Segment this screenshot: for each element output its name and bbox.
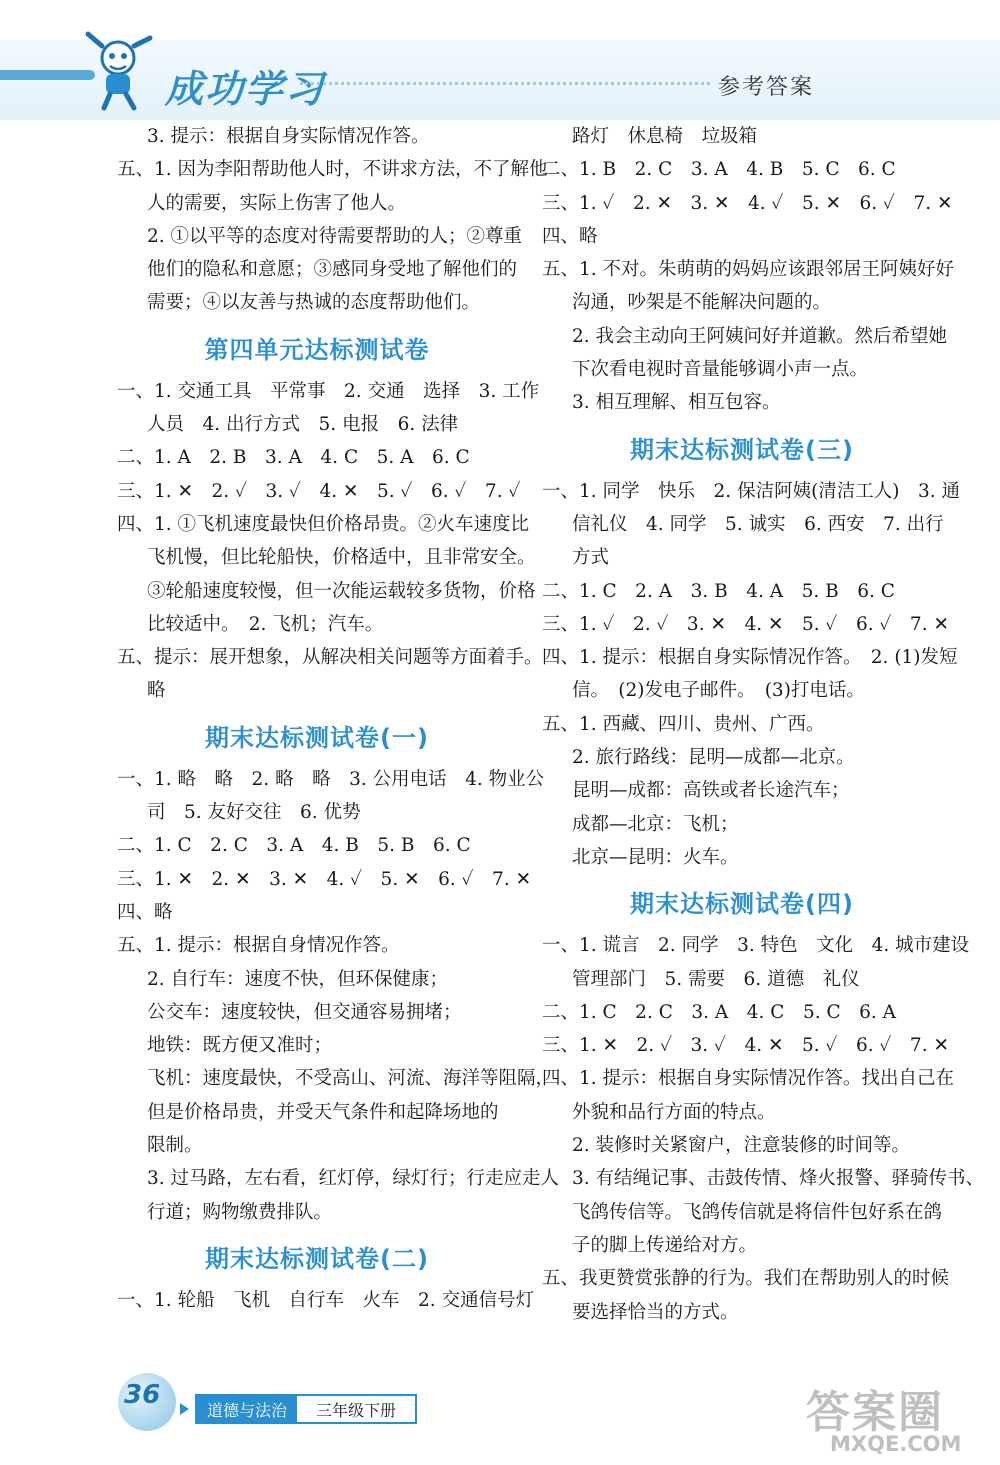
answer-line: 略 xyxy=(147,680,166,702)
section-title: 期末达标测试卷(一) xyxy=(205,723,429,752)
answer-line: 四、略 xyxy=(117,901,173,923)
answer-line: 五、1. 不对。朱萌萌的妈妈应该跟邻居王阿姨好好 xyxy=(542,259,955,281)
answer-line: 需要；④以友善与热诚的态度帮助他们。 xyxy=(147,292,481,314)
answer-line: 昆明—成都：高铁或者长途汽车； xyxy=(572,780,850,802)
header-right-label: 参考答案 xyxy=(718,75,815,100)
answer-line: 北京—昆明：火车。 xyxy=(572,846,739,868)
answer-line: 一、1. 同学 快乐 2. 保洁阿姨(清洁工人) 3. 通 xyxy=(542,480,961,502)
answer-line: 3. 有结绳记事、击鼓传情、烽火报警、驿骑传书、 xyxy=(572,1168,985,1190)
answer-line: 3. 过马路，左右看，红灯停，绿灯行；行走应走人 xyxy=(147,1168,560,1190)
section-title: 第四单元达标测试卷 xyxy=(204,335,430,364)
answer-line: 飞机：速度最快，不受高山、河流、海洋等阻隔， xyxy=(147,1068,555,1090)
header-title: 成功学习 xyxy=(165,67,326,111)
answer-line: 沟通，吵架是不能解决问题的。 xyxy=(572,292,832,314)
answer-line: 3. 相互理解、相互包容。 xyxy=(572,392,781,414)
footer-subject: 道德与法治 xyxy=(195,1394,299,1424)
right-answer-column xyxy=(542,120,985,1329)
answer-line: 下次看电视时音量能够调小声一点。 xyxy=(572,359,869,381)
watermark-url: MXQE.COM xyxy=(830,1432,962,1456)
answer-line: 飞鸽传信等。飞鸽传信就是将信件包好系在鸽 xyxy=(572,1201,943,1223)
answer-line: 三、1. ✕ 2. ✓ 3. ✓ 4. ✕ 5. ✓ 6. ✓ 7. ✓ xyxy=(117,480,521,502)
watermark-logo: 答案圈 xyxy=(806,1387,944,1438)
answer-line: 三、1. ✓ 2. ✕ 3. ✕ 4. ✓ 5. ✕ 6. ✓ 7. ✕ xyxy=(542,192,953,214)
answer-line: 比较适中。 2. 飞机；汽车。 xyxy=(147,613,384,635)
answer-line: 三、1. ✕ 2. ✓ 3. ✓ 4. ✕ 5. ✓ 6. ✓ 7. ✕ xyxy=(542,1035,949,1057)
answer-line: 二、1. C 2. C 3. A 4. C 5. C 6. A xyxy=(542,1001,897,1023)
triangle-arrow-icon xyxy=(180,1403,189,1415)
left-answer-column xyxy=(117,120,560,1317)
answer-line: ③轮船速度较慢，但一次能运载较多货物，价格 xyxy=(147,580,536,602)
section-title: 期末达标测试卷(三) xyxy=(630,435,854,464)
mascot-icon xyxy=(80,28,158,112)
answer-line: 五、1. 因为李阳帮助他人时，不讲求方法，不了解他 xyxy=(117,159,548,181)
answer-line: 一、1. 谎言 2. 同学 3. 特色 文化 4. 城市建设 xyxy=(542,935,970,957)
header-dotted-rule xyxy=(300,82,710,85)
answer-line: 信。 (2)发电子邮件。 (3)打电话。 xyxy=(572,680,865,702)
answer-line: 一、1. 轮船 飞机 自行车 火车 2. 交通信号灯 xyxy=(117,1289,535,1311)
answer-line: 2. 装修时关紧窗户，注意装修的时间等。 xyxy=(572,1135,911,1157)
answer-line: 人员 4. 出行方式 5. 电报 6. 法律 xyxy=(147,414,459,436)
answer-line: 五、1. 提示：根据自身情况作答。 xyxy=(117,935,400,957)
answer-line: 他们的隐私和意愿；③感同身受地了解他们的 xyxy=(147,259,518,281)
answer-line: 管理部门 5. 需要 6. 道德 礼仪 xyxy=(572,968,860,990)
answer-line: 方式 xyxy=(572,547,610,569)
answer-line: 司 5. 友好交往 6. 优势 xyxy=(147,802,361,824)
answer-line: 但是价格昂贵，并受天气条件和起降场地的 xyxy=(147,1101,499,1123)
answer-line: 2. ①以平等的态度对待需要帮助的人；②尊重 xyxy=(147,225,523,247)
answer-line: 五、1. 西藏、四川、贵州、广西。 xyxy=(542,713,825,735)
answer-line: 二、1. B 2. C 3. A 4. B 5. C 6. C xyxy=(542,159,896,181)
answer-line: 二、1. A 2. B 3. A 4. C 5. A 6. C xyxy=(117,447,470,469)
section-title: 期末达标测试卷(二) xyxy=(205,1244,429,1273)
answer-line: 子的脚上传递给对方。 xyxy=(572,1234,758,1256)
answer-line: 信礼仪 4. 同学 5. 诚实 6. 西安 7. 出行 xyxy=(572,513,944,535)
section-title: 期末达标测试卷(四) xyxy=(630,890,854,919)
answer-line: 限制。 xyxy=(147,1135,203,1157)
answer-line: 路灯 休息椅 垃圾箱 xyxy=(572,126,758,147)
answer-line: 二、1. C 2. A 3. B 4. A 5. B 6. C xyxy=(542,580,895,602)
answer-line: 2. 旅行路线：昆明—成都—北京。 xyxy=(572,747,855,769)
answer-line: 公交车：速度较快，但交通容易拥堵； xyxy=(147,1001,462,1023)
answer-line: 地铁：既方便又准时； xyxy=(147,1035,333,1057)
answer-line: 飞机慢，但比轮船快，价格适中，且非常安全。 xyxy=(147,547,536,569)
answer-line: 二、1. C 2. C 3. A 4. B 5. B 6. C xyxy=(117,835,471,857)
answer-line: 一、1. 略 略 2. 略 略 3. 公用电话 4. 物业公 xyxy=(117,768,545,790)
answer-line: 人的需要，实际上伤害了他人。 xyxy=(147,192,407,214)
answer-line: 外貌和品行方面的特点。 xyxy=(572,1101,776,1123)
answer-line: 四、1. 提示：根据自身实际情况作答。找出自己在 xyxy=(542,1068,955,1090)
answer-line: 三、1. ✕ 2. ✕ 3. ✕ 4. ✓ 5. ✕ 6. ✓ 7. ✕ xyxy=(117,868,532,890)
answer-line: 五、我更赞赏张静的行为。我们在帮助别人的时候 xyxy=(542,1268,950,1290)
answer-line: 五、提示：展开想象，从解决相关问题等方面着手。 xyxy=(117,647,543,669)
answer-line: 行道；购物缴费排队。 xyxy=(147,1201,333,1223)
answer-line: 四、略 xyxy=(542,225,598,247)
answer-line: 四、1. ①飞机速度最快但价格昂贵。②火车速度比 xyxy=(117,513,530,535)
answer-line: 三、1. ✓ 2. ✓ 3. ✕ 4. ✕ 5. ✓ 6. ✓ 7. ✕ xyxy=(542,613,949,635)
answer-line: 一、1. 交通工具 平常事 2. 交通 选择 3. 工作 xyxy=(117,380,540,402)
answer-line: 四、1. 提示：根据自身实际情况作答。 2. (1)发短 xyxy=(542,647,958,669)
footer-grade: 三年级下册 xyxy=(295,1394,417,1424)
answer-line: 3. 提示：根据自身实际情况作答。 xyxy=(147,126,430,147)
answer-line: 成都—北京：飞机； xyxy=(572,813,739,835)
page-number: 36 xyxy=(124,1380,161,1410)
answer-line: 2. 我会主动向王阿姨问好并道歉。然后希望她 xyxy=(572,325,948,347)
answer-line: 要选择恰当的方式。 xyxy=(572,1301,739,1323)
answer-line: 2. 自行车：速度不快，但环保健康； xyxy=(147,968,449,990)
